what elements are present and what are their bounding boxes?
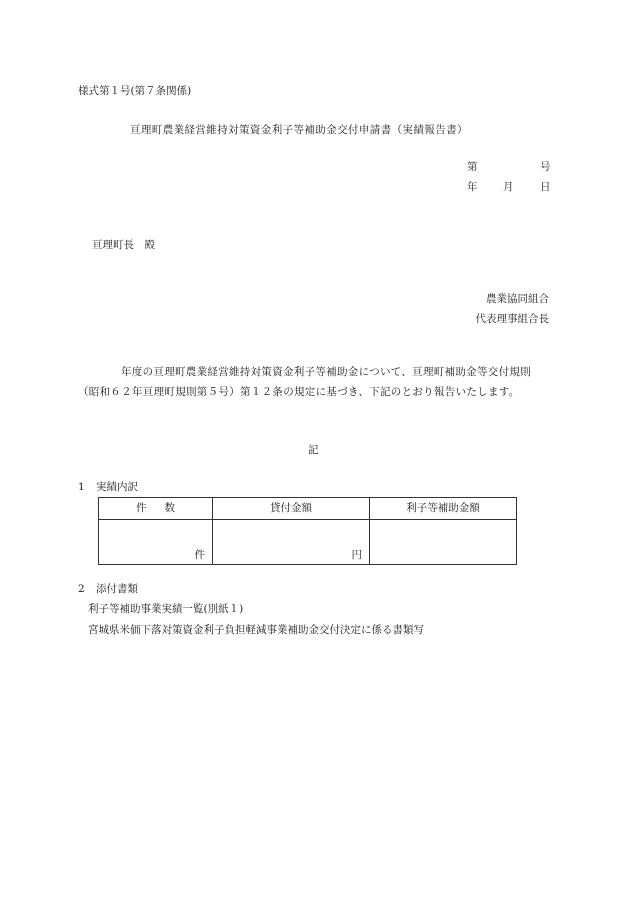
results-table-value-row: [99, 520, 517, 565]
applicant-representative: 代表理事組合長: [475, 313, 549, 325]
date-month: 月: [503, 181, 514, 193]
date-day: 日: [540, 181, 551, 193]
subsidy-amount-cell: [370, 520, 517, 565]
doc-number-dai: 第: [467, 161, 478, 173]
results-table-header-row: [99, 498, 517, 520]
section1-heading: 実績内訳: [96, 481, 138, 493]
ki-heading: 記: [308, 444, 319, 456]
results-table: [98, 497, 517, 565]
section1-number: 1: [78, 481, 85, 493]
addressee: 亘理町長 殿: [92, 239, 155, 251]
date-year: 年: [467, 181, 478, 193]
body-text-content: 年度の亘理町農業経営維持対策資金利子等補助金について、亘理町補助金等交付規則（昭和６２年亘理町規則第５号）第１２条の規定に基づき、下記のとおり報告いたします。: [78, 366, 531, 398]
header-count: 件数: [99, 498, 213, 520]
section2-heading: 添付書類: [96, 583, 138, 595]
applicant-org: 農業協同組合: [486, 293, 549, 305]
form-number: 様式第１号(第７条関係): [78, 85, 192, 97]
report-body-text: [78, 362, 548, 402]
document-title: 亘理町農業経営維持対策資金利子等補助金交付申請書（実績報告書）: [130, 124, 468, 136]
doc-number-go: 号: [540, 161, 551, 173]
attachment-item-2: 宮城県米価下落対策資金利子負担軽減事業補助金交付決定に係る書類写: [88, 624, 424, 636]
section2-number: 2: [78, 583, 85, 595]
count-unit-cell: 件: [99, 520, 213, 565]
attachment-item-1: 利子等補助事業実績一覧(別紙１): [88, 603, 244, 615]
header-subsidy-amount: 利子等補助金額: [370, 498, 517, 520]
header-loan-amount: 貸付金額: [213, 498, 370, 520]
loan-amount-unit-cell: 円: [213, 520, 370, 565]
